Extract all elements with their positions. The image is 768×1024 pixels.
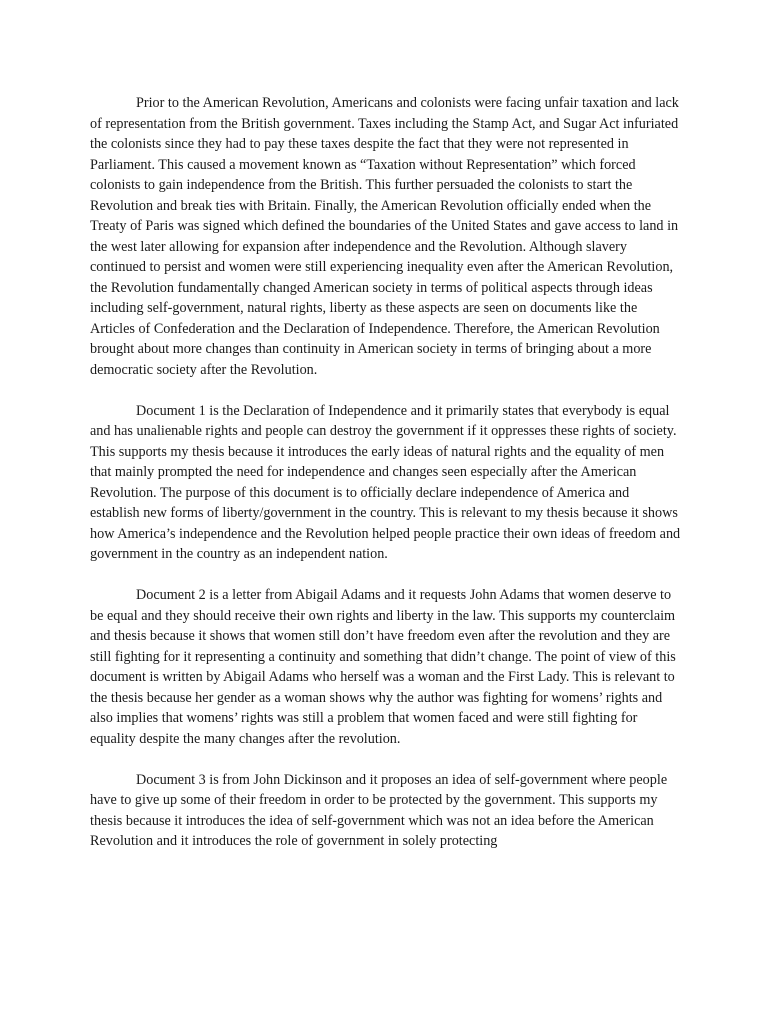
document-page [90, 93, 682, 872]
paragraph-introduction: Prior to the American Revolution, Americans and colonists were facing unfair taxation and lack of representation from the British government. Taxes including the Stamp Act, and Sugar Act infuriated the colonists since they had to pay these taxes despite the fact that they were not represented in Parliament. This caused a movement known as “Taxation without Representation” which forced colonists to gain independence from the British. This further persuaded the colonists to start the Revolution and break ties with Britain. Finally, the American Revolution officially ended when the Treaty of Paris was signed which defined the boundaries of the United States and gave access to land in the west later allowing for expansion after independence and the Revolution. Although slavery continued to persist and women were still experiencing inequality even after the American Revolution, the Revolution fundamentally changed American society in terms of political aspects through ideas including self-government, natural rights, liberty as these aspects are seen on documents like the Articles of Confederation and the Declaration of Independence. Therefore, the American Revolution brought about more changes than continuity in American society in terms of bringing about a more democratic society after the Revolution. [90, 95, 679, 378]
paragraph-document-2: Document 2 is a letter from Abigail Adams and it requests John Adams that women deserve to be equal and they should receive their own rights and liberty in the law. This supports my counterclaim and thesis because it shows that women still don’t have freedom even after the revolution and they are still fighting for it representing a continuity and something that didn’t change. The point of view of this document is written by Abigail Adams who herself was a woman and the First Lady. This is relevant to the thesis because her gender as a woman shows why the author was fighting for womens’ rights and also implies that womens’ rights was still a problem that women faced and were still fighting for equality despite the many changes after the revolution. [90, 587, 676, 747]
paragraph-document-1: Document 1 is the Declaration of Independence and it primarily states that everybody is equal and has unalienable rights and people can destroy the government if it oppresses these rights of society. This supports my thesis because it introduces the early ideas of natural rights and the equality of men that mainly prompted the need for independence and changes seen especially after the American Revolution. The purpose of this document is to officially declare independence of America and establish new forms of liberty/government in the country. This is relevant to my thesis because it shows how America’s independence and the Revolution helped people practice their own ideas of freedom and government in the country as an independent nation. [90, 402, 681, 562]
paragraph-document-3: Document 3 is from John Dickinson and it proposes an idea of self-government where people have to give up some of their freedom in order to be protected by the government. This supports my thesis because it introduces the idea of self-government which was not an idea before the American Revolution and it introduces the role of government in solely protecting [90, 771, 668, 849]
